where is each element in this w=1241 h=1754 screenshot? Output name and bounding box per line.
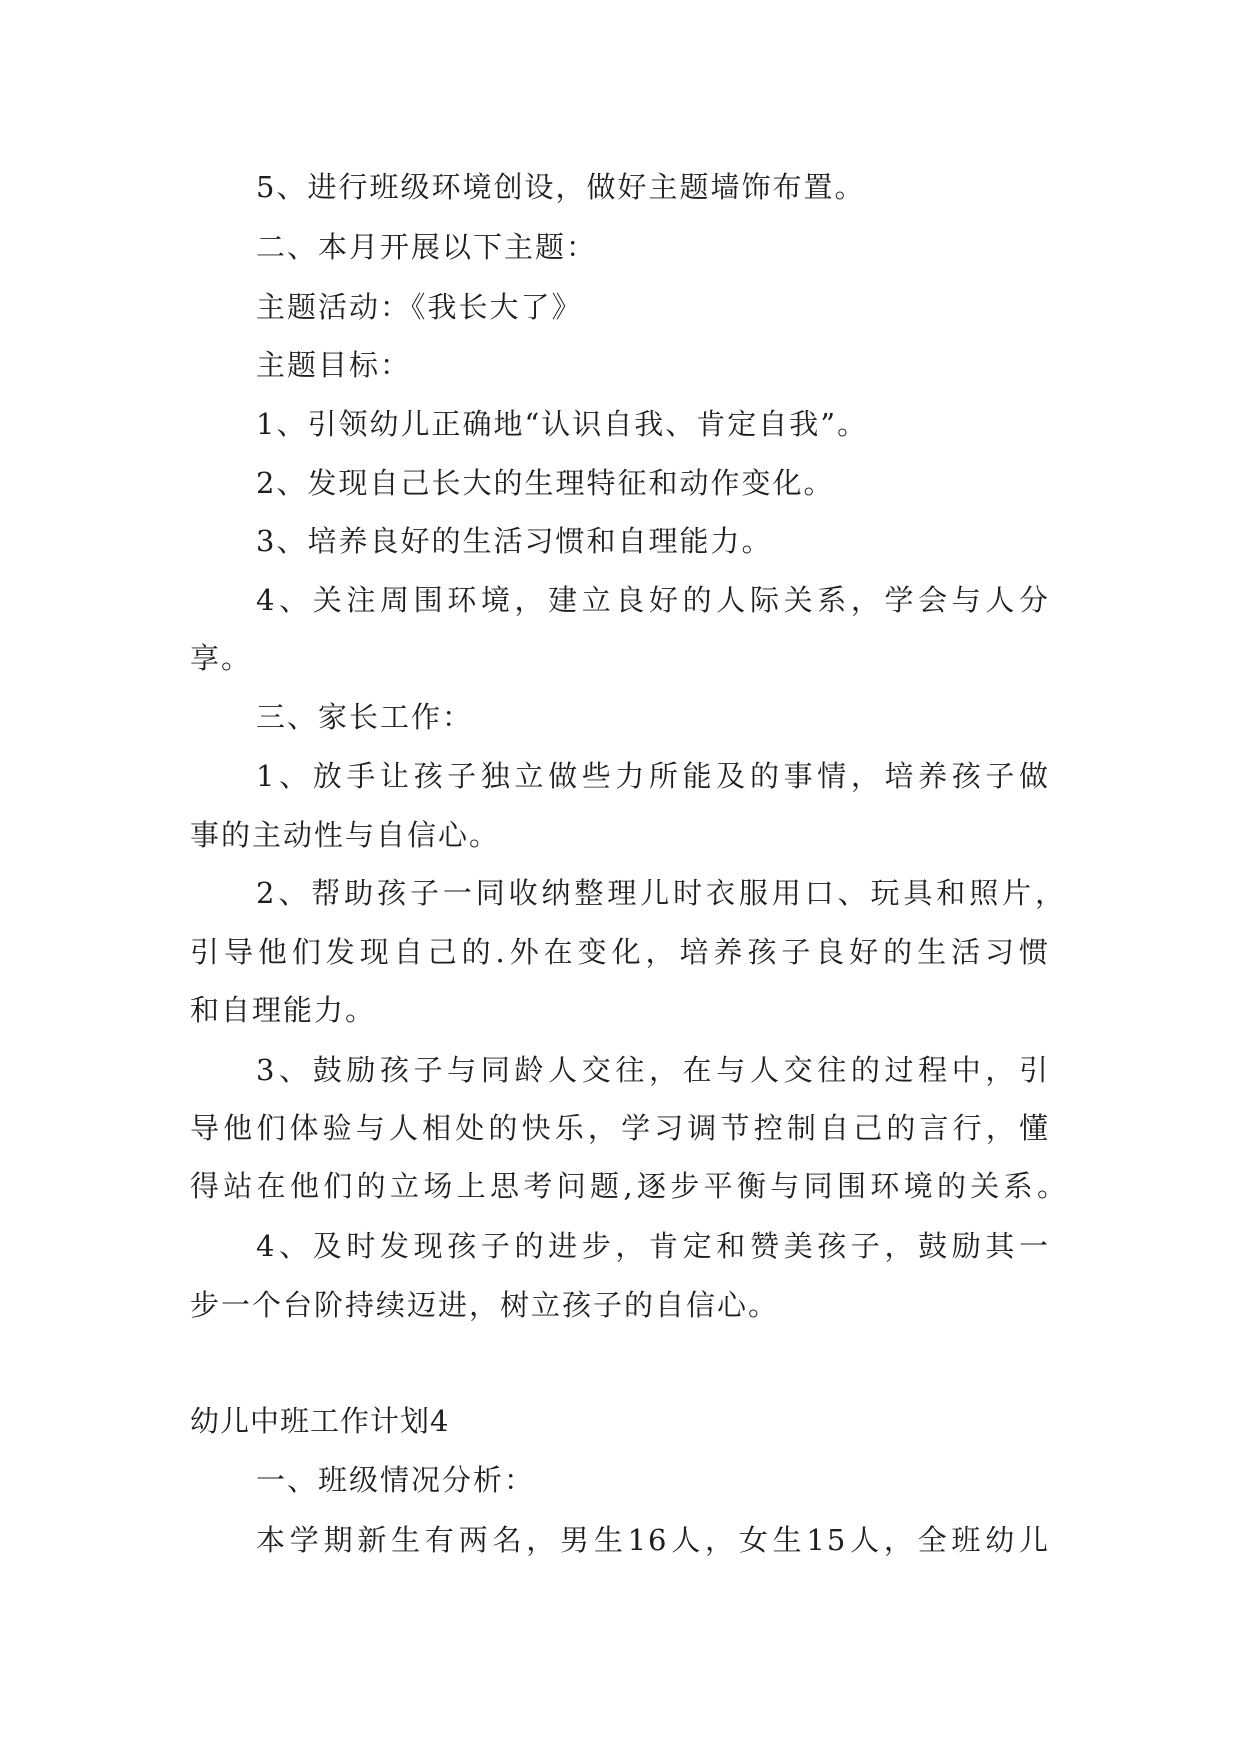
section-heading-themes: 二、本月开展以下主题： <box>256 230 598 264</box>
class-analysis-paragraph: 本学期新生有两名，男生16人，女生15人，全班幼儿 <box>256 1523 1050 1557</box>
parent-item-1-continued: 事的主动性与自信心。 <box>190 818 501 852</box>
goal-item-4-continued: 享。 <box>190 641 253 675</box>
paragraph-item-5: 5、进行班级环境创设，做好主题墙饰布置。 <box>256 170 866 204</box>
parent-item-3-line-2: 导他们体验与人相处的快乐，学习调节控制自己的言行，懂 <box>190 1111 1050 1145</box>
theme-goals-label: 主题目标： <box>256 348 412 382</box>
goal-item-2: 2、发现自己长大的生理特征和动作变化。 <box>256 466 835 500</box>
parent-item-2-line-3: 和自理能力。 <box>190 993 377 1027</box>
goal-item-3: 3、培养良好的生活习惯和自理能力。 <box>256 524 773 558</box>
parent-item-1: 1、放手让孩子独立做些力所能及的事情，培养孩子做 <box>256 759 1050 793</box>
parent-item-3-line-3: 得站在他们的立场上思考问题,逐步平衡与同围环境的关系。 <box>190 1169 1066 1203</box>
section-heading-parents: 三、家长工作： <box>256 700 474 734</box>
parent-item-4-continued: 步一个台阶持续迈进，树立孩子的自信心。 <box>190 1288 780 1322</box>
section-heading-class-analysis: 一、班级情况分析： <box>256 1463 536 1497</box>
document-title: 幼儿中班工作计划4 <box>190 1404 450 1438</box>
parent-item-2: 2、帮助孩子一同收纳整理儿时衣服用口、玩具和照片， <box>256 876 1066 910</box>
parent-item-3: 3、鼓励孩子与同龄人交往，在与人交往的过程中，引 <box>256 1053 1050 1087</box>
parent-item-2-line-2: 引导他们发现自己的.外在变化，培养孩子良好的生活习惯 <box>190 935 1050 969</box>
parent-item-4: 4、及时发现孩子的进步，肯定和赞美孩子，鼓励其一 <box>256 1229 1050 1263</box>
goal-item-4: 4、关注周围环境，建立良好的人际关系，学会与人分 <box>256 583 1050 617</box>
goal-item-1: 1、引领幼儿正确地“认识自我、肯定自我”。 <box>256 407 869 441</box>
theme-activity-title: 主题活动：《我长大了》 <box>256 290 583 324</box>
